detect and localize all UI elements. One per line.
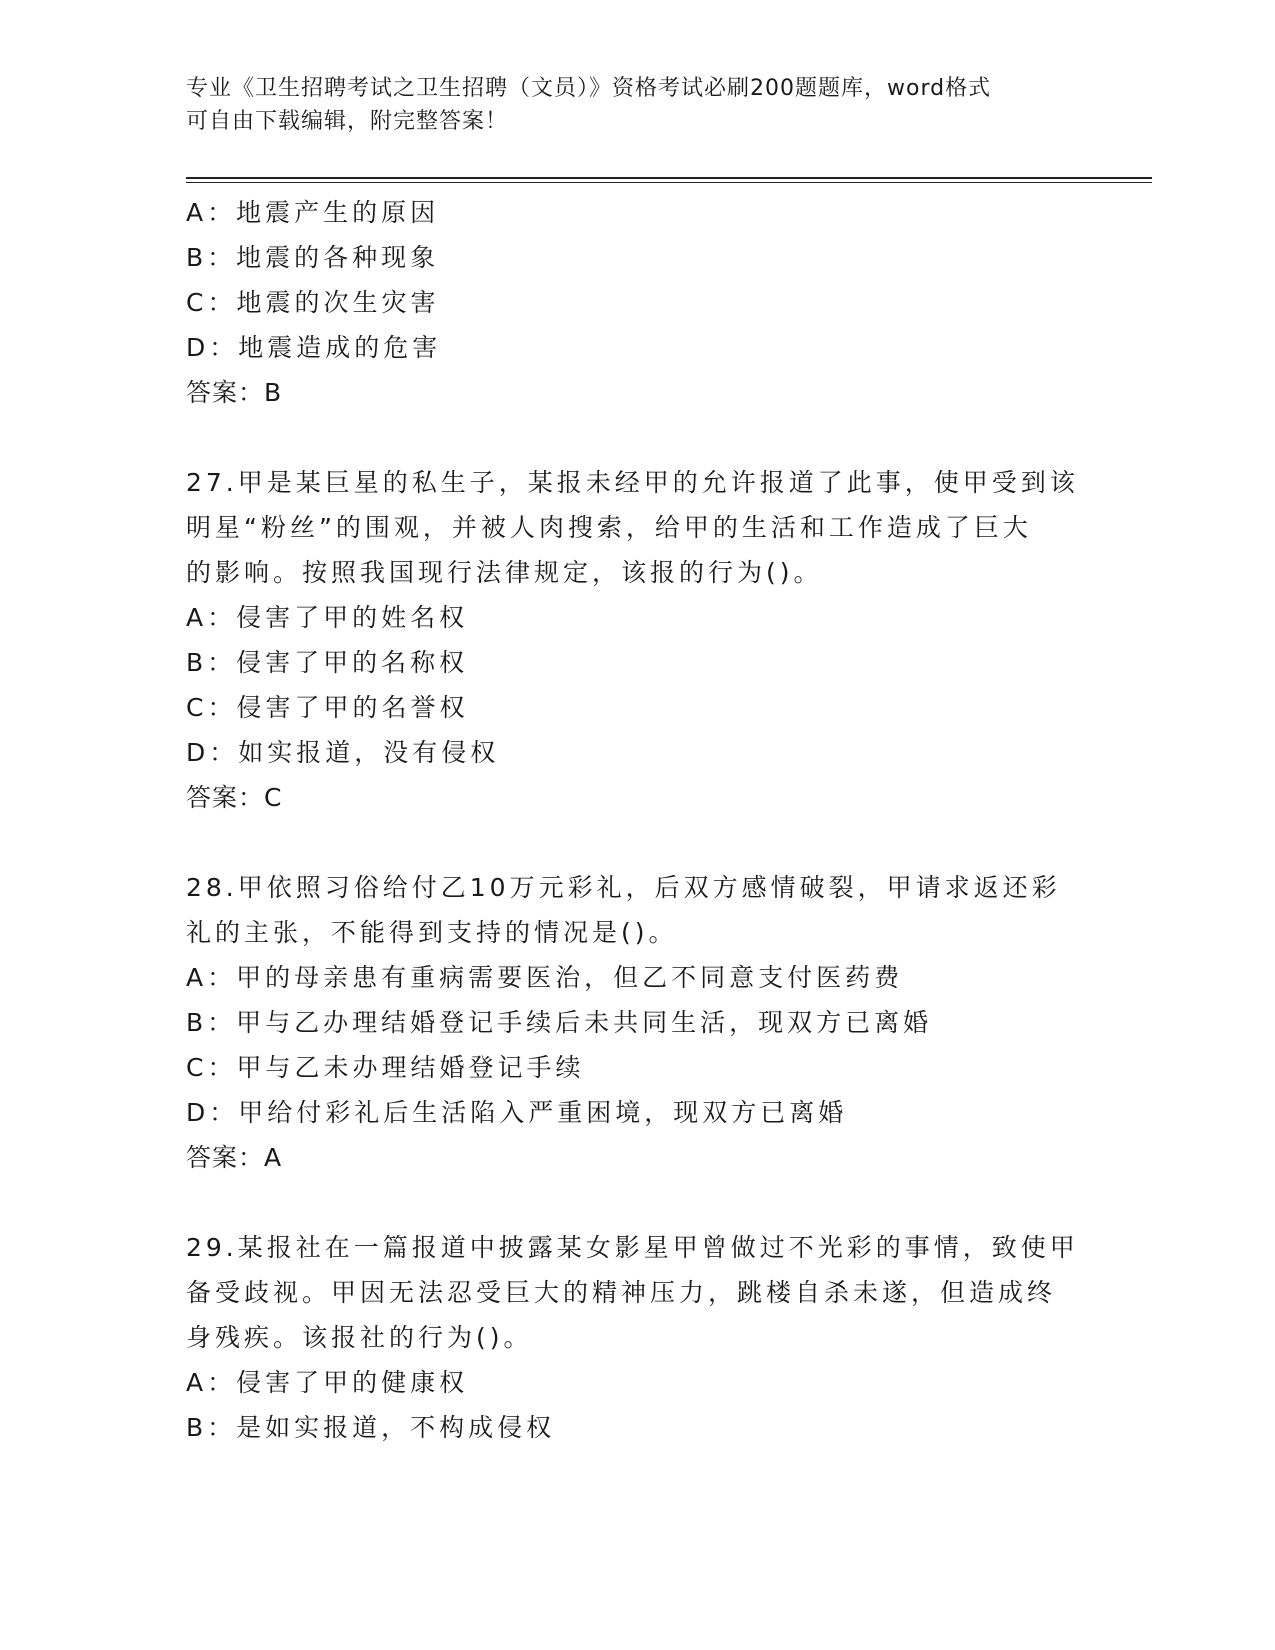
answer-line: 答案：A	[186, 1143, 283, 1172]
question-stem-line: 的影响。按照我国现行法律规定，该报的行为()。	[186, 558, 823, 587]
question-spacer	[186, 1180, 1116, 1225]
question-stem-line: 28.甲依照习俗给付乙10万元彩礼，后双方感情破裂，甲请求返还彩	[186, 873, 1061, 902]
question-stem-line: 29.某报社在一篇报道中披露某女影星甲曾做过不光彩的事情，致使甲	[186, 1233, 1079, 1262]
question-spacer	[186, 415, 1116, 460]
answer-line: 答案：B	[186, 378, 283, 407]
option-a: A：地震产生的原因	[186, 198, 440, 227]
header-line-2: 可自由下载编辑，附完整答案！	[186, 109, 509, 134]
option-c: C：侵害了甲的名誉权	[186, 693, 469, 722]
header-divider	[186, 177, 1152, 183]
question-list	[186, 190, 1116, 1450]
question-stem-line: 明星“粉丝”的围观，并被人肉搜索，给甲的生活和工作造成了巨大	[186, 513, 1032, 542]
option-b: B：侵害了甲的名称权	[186, 648, 469, 677]
option-a: A：侵害了甲的姓名权	[186, 603, 469, 632]
option-b: B：地震的各种现象	[186, 243, 440, 272]
option-b: B：是如实报道，不构成侵权	[186, 1413, 556, 1442]
option-d: D：地震造成的危害	[186, 333, 442, 362]
option-d: D：如实报道，没有侵权	[186, 738, 500, 767]
question-28	[186, 865, 1116, 1180]
answer-line: 答案：C	[186, 783, 283, 812]
option-c: C：地震的次生灾害	[186, 288, 440, 317]
header-line-1: 专业《卫生招聘考试之卫生招聘（文员）》资格考试必刷200题题库，word格式	[186, 76, 992, 101]
document-header	[186, 72, 1066, 138]
option-a: A：侵害了甲的健康权	[186, 1368, 469, 1397]
option-c: C：甲与乙未办理结婚登记手续	[186, 1053, 585, 1082]
question-stem-line: 备受歧视。甲因无法忍受巨大的精神压力，跳楼自杀未遂，但造成终	[186, 1278, 1057, 1307]
option-b: B：甲与乙办理结婚登记手续后未共同生活，现双方已离婚	[186, 1008, 933, 1037]
question-stem-line: 身残疾。该报社的行为()。	[186, 1323, 533, 1352]
question-stem-line: 27.甲是某巨星的私生子，某报未经甲的允许报道了此事，使甲受到该	[186, 468, 1079, 497]
question-29	[186, 1225, 1116, 1450]
question-stem-line: 礼的主张，不能得到支持的情况是()。	[186, 918, 678, 947]
question-spacer	[186, 820, 1116, 865]
question-26	[186, 190, 1116, 415]
question-27	[186, 460, 1116, 820]
option-d: D：甲给付彩礼后生活陷入严重困境，现双方已离婚	[186, 1098, 848, 1127]
option-a: A：甲的母亲患有重病需要医治，但乙不同意支付医药费	[186, 963, 904, 992]
